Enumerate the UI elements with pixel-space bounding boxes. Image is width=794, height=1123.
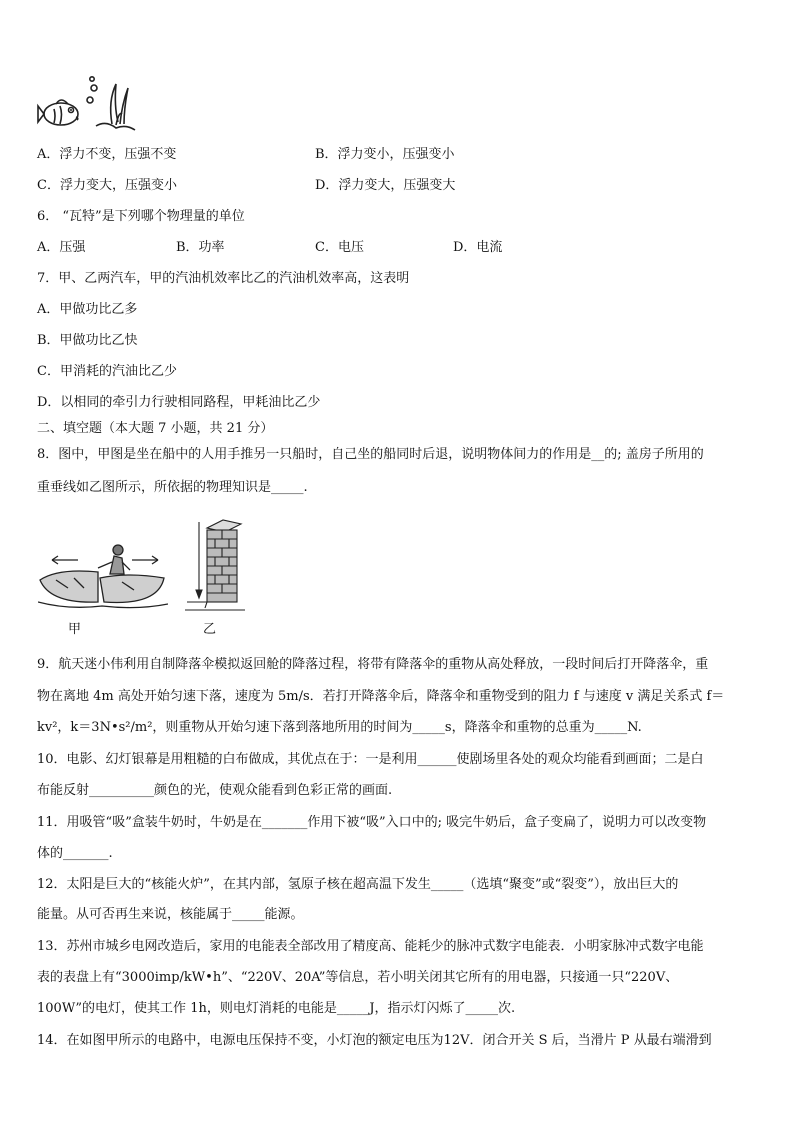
q13-line-2: 表的表盘上有“3000imp/kW•h”、“220V、20A”等信息，若小明关闭其它所有的用电器，只接通一只“220V、	[37, 970, 679, 985]
q7-option-c: C．甲消耗的汽油比乙少	[37, 364, 177, 379]
boat-push-figure	[38, 540, 168, 612]
q8-line-1: 8．图中，甲图是坐在船中的人用手推另一只船时，自己坐的船同时后退，说明物体间力的作用是__的; 盖房子所用的	[37, 447, 704, 462]
wall-plumb-figure	[183, 518, 247, 612]
q7-stem: 7．甲、乙两汽车，甲的汽油机效率比乙的汽油机效率高，这表明	[37, 271, 410, 286]
q5-option-c: C．浮力变大，压强变小	[37, 178, 177, 193]
q7-option-a: A．甲做功比乙多	[37, 302, 138, 317]
q7-option-b: B．甲做功比乙快	[37, 333, 138, 348]
q6-option-c: C．电压	[315, 240, 364, 255]
q13-line-3: 100W”的电灯，使其工作 1h，则电灯消耗的电能是_____J，指示灯闪烁了_____次.	[37, 1001, 516, 1016]
q12-line-1: 12．太阳是巨大的“核能火炉”，在其内部，氢原子核在超高温下发生_____（选填“聚变”或“裂变”），放出巨大的	[37, 877, 679, 892]
q7-option-d: D．以相同的牵引力行驶相同路程，甲耗油比乙少	[37, 395, 321, 410]
q6-option-b: B．功率	[176, 240, 225, 255]
q6-option-d: D．电流	[453, 240, 503, 255]
q14-line-1: 14．在如图甲所示的电路中，电源电压保持不变，小灯泡的额定电压为12V．闭合开关 S 后，当滑片 P 从最右端滑到	[37, 1033, 712, 1048]
q12-line-2: 能量。从可否再生来说，核能属于_____能源。	[37, 907, 304, 922]
q9-line-2: 物在离地 4m 高处开始匀速下落，速度为 5m/s．若打开降落伞后，降落伞和重物受到的阻力 f 与速度 v 满足关系式 f＝	[37, 689, 725, 704]
caption-yi: 乙	[203, 622, 217, 637]
q10-line-1: 10．电影、幻灯银幕是用粗糙的白布做成，其优点在于：一是利用______使剧场里各处的观众均能看到画面；二是白	[37, 752, 704, 767]
q9-line-1: 9．航天迷小伟利用自制降落伞模拟返回舱的降落过程，将带有降落伞的重物从高处释放，一段时间后打开降落伞，重	[37, 657, 709, 672]
q10-line-2: 布能反射__________颜色的光，使观众能看到色彩正常的画面.	[37, 783, 393, 798]
q11-line-2: 体的_______.	[37, 846, 113, 861]
q6-stem: 6． “瓦特”是下列哪个物理量的单位	[37, 209, 245, 224]
q9-line-3: kv²，k＝3N•s²/m²，则重物从开始匀速下落到落地所用的时间为_____s，降落伞和重物的总重为_____N.	[37, 720, 642, 735]
q8-line-2: 重垂线如乙图所示，所依据的物理知识是_____.	[37, 480, 308, 495]
section-heading: 二、填空题（本大题 7 小题，共 21 分）	[37, 421, 274, 436]
caption-jia: 甲	[68, 622, 82, 637]
q5-option-d: D．浮力变大，压强变大	[315, 178, 456, 193]
q11-line-1: 11．用吸管“吸”盒装牛奶时，牛奶是在_______作用下被“吸”入口中的; 吸完牛奶后，盒子变扁了，说明力可以改变物	[37, 815, 707, 830]
q5-option-b: B．浮力变小，压强变小	[315, 147, 455, 162]
q6-option-a: A．压强	[37, 240, 86, 255]
q13-line-1: 13．苏州市城乡电网改造后，家用的电能表全部改用了精度高、能耗少的脉冲式数字电能表．小明家脉冲式数字电能	[37, 939, 704, 954]
q5-option-a: A．浮力不变，压强不变	[37, 147, 177, 162]
fish-bubbles-figure	[36, 76, 136, 134]
